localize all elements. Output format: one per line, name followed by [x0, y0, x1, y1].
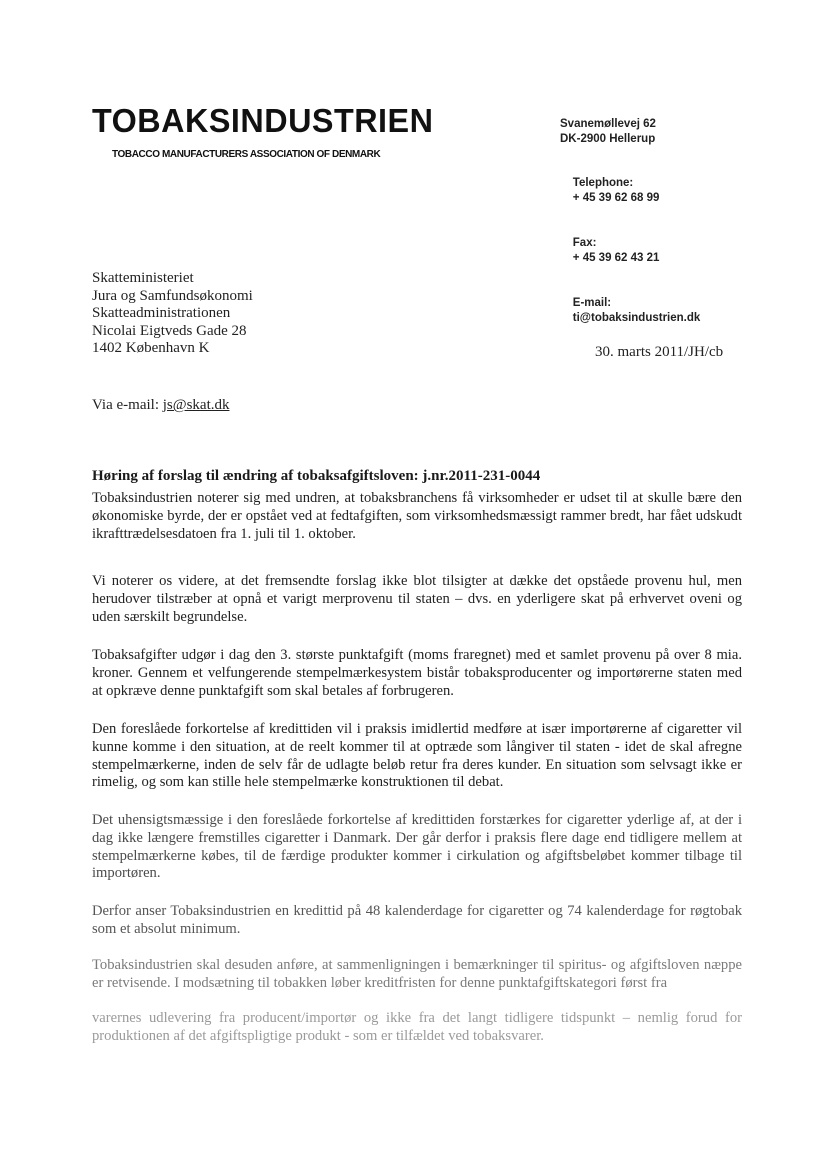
via-prefix: Via e-mail:	[92, 397, 163, 413]
letter-date: 30. marts 2011/JH/cb	[595, 344, 724, 360]
contact-fax	[560, 221, 700, 281]
recipient-line: Nicolai Eigtveds Gade 28	[92, 322, 247, 339]
recipient-line: Skatteadministrationen	[92, 305, 231, 321]
telephone-value: + 45 39 62 68 99	[572, 192, 660, 204]
org-subtitle: TOBACCO MANUFACTURERS ASSOCIATION OF DENMARK	[112, 149, 381, 160]
body-paragraph: Det uhensigtsmæssige i den foreslåede forkortelse af kredittiden forstærkes for cigaretter yderlige af, at der i dag ikke længere fremstilles cigaretter i Danmark. Der går derfor i praksis flere dage end tidligere mellem at stempelmærkerne købes, til de færdige produkter kommer i cirkulation og afgiftsbeløbet kommer tilbage til importøren.	[92, 812, 742, 882]
org-logo-name: TOBAKSINDUSTRIEN	[92, 102, 434, 139]
contact-street: Svanemøllevej 62	[560, 118, 656, 130]
body-paragraph: Tobaksindustrien skal desuden anføre, at sammenligningen i bemærkninger til spiritus- og afgiftsloven næppe er retvisende. I modsætning til tobakken løber kreditfristen for denne punktafgiftskategori først fra	[92, 957, 742, 991]
contact-block	[560, 117, 700, 341]
body-paragraph: Vi noterer os videre, at det fremsendte forslag ikke blot tilsigter at dække det opståede provenu hul, men herudover tilstræber at opnå et varigt merprovenu til staten – dvs. en yderligere skat på erhvervet oveni og uden særskilt begrundelse.	[92, 573, 742, 625]
contact-telephone	[560, 161, 700, 221]
telephone-label: Telephone:	[572, 177, 634, 189]
body-paragraph: Den foreslåede forkortelse af kredittiden vil i praksis imidlertid medføre at især importørerne af cigaretter vil kunne komme i den situation, at de reelt kommer til at optræde som långiver til staten - idet de skal afregne stempelmærkerne, inden de selv får de udlagte beløb retur fra deres kunder. En situation som selvsagt ikke er rimelig, og som kan stille hele stempelmærke konstruktionen til debat.	[92, 721, 742, 791]
fax-label: Fax:	[572, 237, 597, 249]
body-paragraph: varernes udlevering fra producent/importør og ikke fra det langt tidligere tidspunkt – nemlig forud for produktionen af det afgiftspligtige produkt - som er tilfældet ved tobaksvarer.	[92, 1010, 742, 1044]
recipient-line: Skatteministeriet	[92, 270, 194, 286]
letter-subject: Høring af forslag til ændring af tobaksafgiftsloven: j.nr.2011-231-0044	[92, 468, 541, 484]
recipient-email-link[interactable]: js@skat.dk	[162, 397, 230, 413]
fax-value: + 45 39 62 43 21	[572, 252, 660, 264]
recipient-line: 1402 København K	[92, 340, 210, 356]
body-paragraph: Derfor anser Tobaksindustrien en kredittid på 48 kalenderdage for cigaretter og 74 kalenderdage for røgtobak som et absolut minimum.	[92, 903, 742, 937]
recipient-line: Jura og Samfundsøkonomi	[92, 287, 253, 304]
body-paragraph: Tobaksafgifter udgør i dag den 3. største punktafgift (moms fraregnet) med et samlet provenu på over 8 mia. kroner. Gennem et velfungerende stempelmærkesystem bistår tobaksproducenter og importørerne staten med at opkræve denne punktafgift som skal betales af forbrugeren.	[92, 647, 742, 699]
recipient-address	[92, 270, 253, 358]
email-label: E-mail:	[572, 297, 612, 309]
contact-city: DK-2900 Hellerup	[560, 133, 656, 145]
body-paragraph: Tobaksindustrien noterer sig med undren, at tobaksbranchens få virksomheder er udset til at skulle bære den økonomiske byrde, der er opstået ved at fedtafgiften, som virksomhedsmæssigt rammer bredt, har fået udskudt ikrafttrædelsesdatoen fra 1. juli til 1. oktober.	[92, 490, 742, 542]
via-email-line	[92, 397, 229, 414]
email-value: ti@tobaksindustrien.dk	[572, 312, 701, 324]
contact-email	[560, 281, 700, 341]
